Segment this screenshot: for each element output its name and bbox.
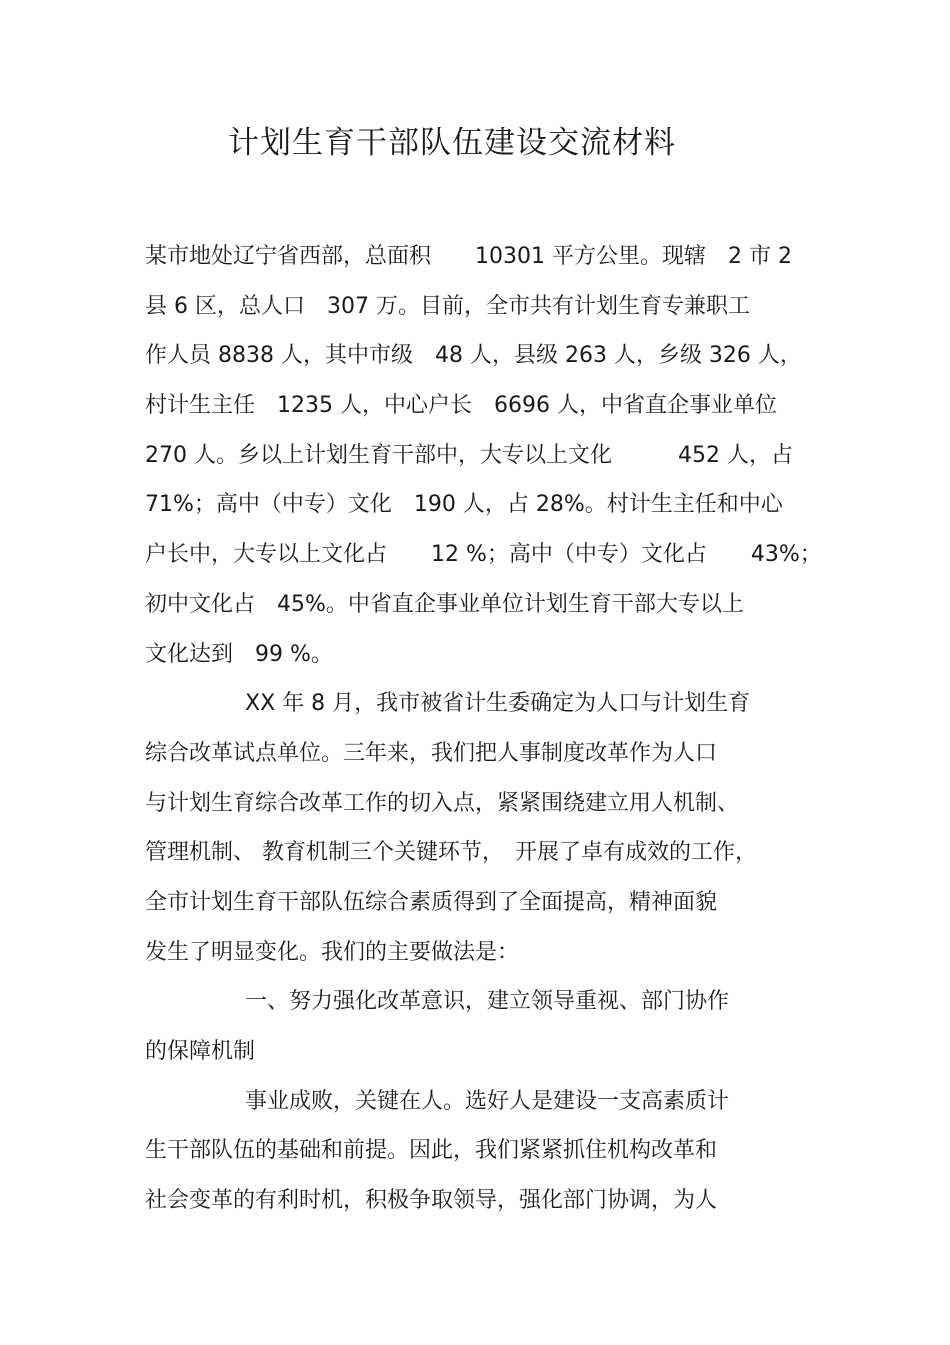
body-line: 村计生主任 1235 人，中心户长 6696 人，中省直企事业单位 [145, 393, 777, 419]
body-line: 71%；高中（中专）文化 190 人，占 28%。村计生主任和中心 [145, 492, 783, 518]
body-line: 县 6 区，总人口 307 万。目前，全市共有计划生育专兼职工 [145, 293, 750, 319]
body-line: 社会变革的有利时机，积极争取领导，强化部门协调，为人 [145, 1188, 718, 1214]
document-body [145, 232, 825, 1226]
body-line: XX 年 8 月，我市被省计生委确定为人口与计划生育 [245, 691, 751, 717]
body-line: 发生了明显变化。我们的主要做法是： [145, 939, 520, 965]
body-line: 管理机制、 教育机制三个关键环节， 开展了卓有成效的工作， [145, 840, 757, 866]
body-line: 一、努力强化改革意识，建立领导重视、部门协作 [245, 989, 730, 1015]
body-line: 事业成败，关键在人。选好人是建设一支高素质计 [245, 1088, 730, 1114]
body-line: 270 人。乡以上计划生育干部中，大专以上文化 452 人，占 [145, 442, 793, 468]
body-line: 综合改革试点单位。三年来，我们把人事制度改革作为人口 [145, 740, 718, 766]
body-line: 的保障机制 [145, 1039, 256, 1064]
body-line: 作人员 8838 人，其中市级 48 人，县级 263 人，乡级 326 人， [145, 343, 802, 369]
body-line: 初中文化占 45%。中省直企事业单位计划生育干部大专以上 [145, 591, 744, 617]
body-line: 全市计划生育干部队伍综合素质得到了全面提高，精神面貌 [145, 889, 718, 915]
body-line: 户长中，大专以上文化占 12 %；高中（中专）文化占 43%； [145, 542, 822, 568]
body-line: 文化达到 99 %。 [145, 641, 333, 667]
document-title [0, 118, 950, 168]
document-title-text: 计划生育干部队伍建设交流材料 [228, 125, 676, 161]
body-line: 与计划生育综合改革工作的切入点，紧紧围绕建立用人机制、 [145, 790, 740, 816]
body-line: 生干部队伍的基础和前提。因此，我们紧紧抓住机构改革和 [145, 1138, 718, 1164]
body-line: 某市地处辽宁省西部，总面积 10301 平方公里。现辖 2 市 2 [145, 244, 792, 269]
